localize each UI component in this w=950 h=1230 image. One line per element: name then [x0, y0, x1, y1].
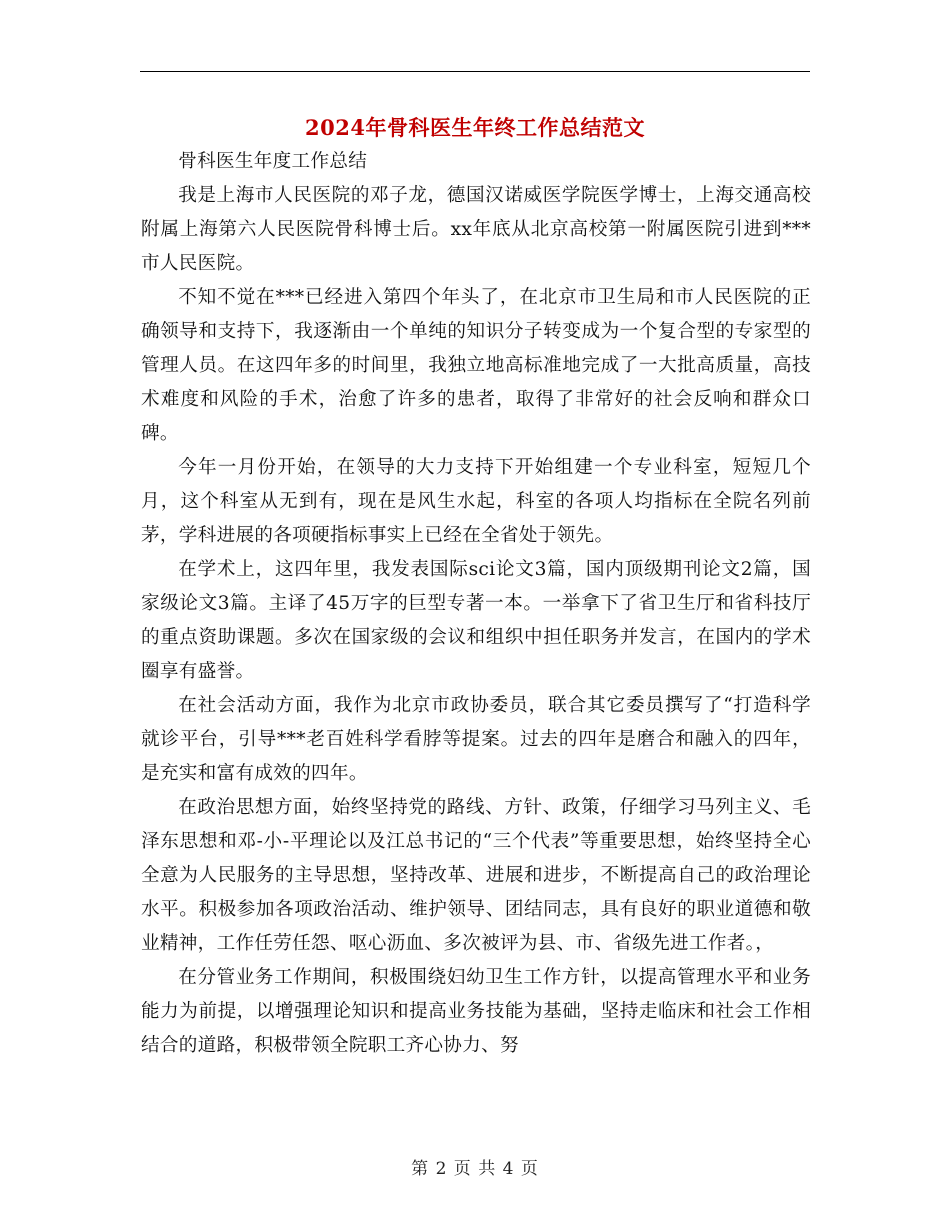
paragraph-four-years: 不知不觉在***已经进入第四个年头了，在北京市卫生局和市人民医院的正确领导和支持下，我逐渐由一个单纯的知识分子转变成为一个复合型的专家型的管理人员。在这四年多的时间里，我独立地高标准地完成了一大批高质量，高技术难度和风险的手术，治愈了许多的患者，取得了非常好的社会反响和群众口碑。 [141, 287, 811, 444]
paragraph-business-work: 在分管业务工作期间，积极围绕妇幼卫生工作方针，以提高管理水平和业务能力为前提，以增强理论知识和提高业务技能为基础，坚持走临床和社会工作相结合的道路，积极带领全院职工齐心协力、努 [141, 967, 811, 1056]
document-body [141, 145, 811, 1063]
header-rule [140, 71, 810, 72]
page-number: 第 2 页 共 4 页 [411, 1159, 539, 1179]
paragraph-social-activities: 在社会活动方面，我作为北京市政协委员，联合其它委员撰写了“打造科学就诊平台，引导***老百姓科学看脖等提案。过去的四年是磨合和融入的四年，是充实和富有成效的四年。 [141, 695, 811, 784]
paragraph-academic: 在学术上，这四年里，我发表国际sci论文3篇，国内顶级期刊论文2篇，国家级论文3篇。主译了45万字的巨型专著一本。一举拿下了省卫生厅和省科技厅的重点资助课题。多次在国家级的会议和组织中担任职务并发言，在国内的学术圈享有盛誉。 [141, 559, 811, 682]
paragraph-introduction: 我是上海市人民医院的邓子龙，德国汉诺威医学院医学博士，上海交通高校附属上海第六人民医院骨科博士后。xx年底从北京高校第一附属医院引进到***市人民医院。 [141, 185, 811, 274]
paragraph-subtitle: 骨科医生年度工作总结 [178, 151, 368, 172]
document-title: 2024年骨科医生年终工作总结范文 [305, 115, 645, 140]
paragraph-political-thought: 在政治思想方面，始终坚持党的路线、方针、政策，仔细学习马列主义、毛泽东思想和邓-小-平理论以及江总书记的“三个代表”等重要思想，始终坚持全心全意为人民服务的主导思想，坚持改革、进展和进步，不断提高自己的政治理论水平。积极参加各项政治活动、维护领导、团结同志，具有良好的职业道德和敬业精神，工作任劳任怨、呕心沥血、多次被评为县、市、省级先进工作者。， [141, 797, 811, 954]
paragraph-department: 今年一月份开始，在领导的大力支持下开始组建一个专业科室，短短几个月，这个科室从无到有，现在是风生水起，科室的各项人均指标在全院名列前茅，学科进展的各项硬指标事实上已经在全省处于领先。 [141, 457, 811, 546]
